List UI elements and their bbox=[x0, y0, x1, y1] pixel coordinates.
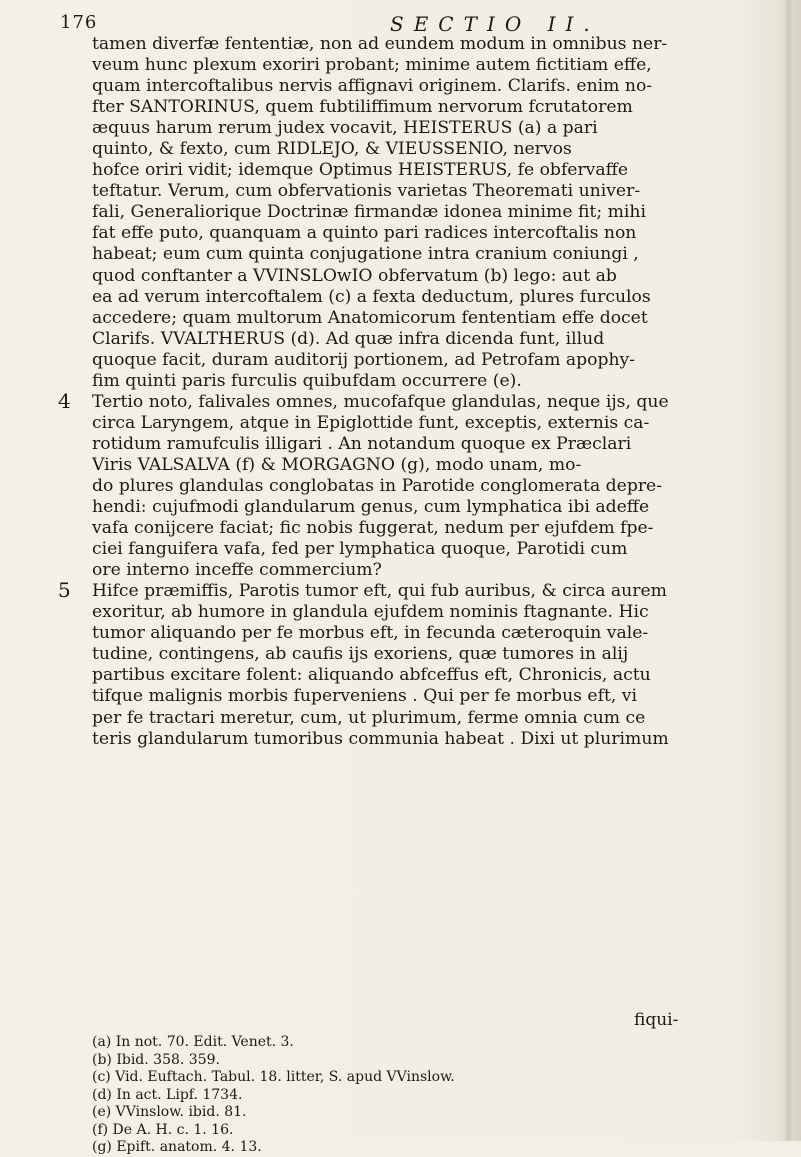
text-line: ciei fanguifera vafa, fed per lymphatica quoque, Parotidi cum bbox=[92, 539, 628, 560]
text-line: teris glandularum tumoribus communia habeat . Dixi ut plurimum bbox=[92, 728, 669, 749]
text-line: quinto, & fexto, cum RIDLEJO, & VIEUSSENIO, nervos bbox=[92, 139, 572, 160]
text-line: Viris VALSALVA (f) & MORGAGNO (g), modo unam, mo- bbox=[92, 454, 582, 475]
text-line: partibus excitare folent: aliquando abfceffus eft, Chronicis, actu bbox=[92, 665, 651, 686]
paragraph-number: 4 bbox=[58, 389, 71, 413]
body-text bbox=[92, 34, 778, 750]
paragraph-number: 5 bbox=[58, 578, 71, 602]
text-line: Clarifs. VVALTHERUS (d). Ad quæ infra dicenda funt, illud bbox=[92, 328, 605, 349]
text-line: hofce oriri vidit; idemque Optimus HEISTERUS, fe obfervaffe bbox=[92, 160, 629, 181]
footnote: (b) Ibid. 358. 359. bbox=[92, 1051, 220, 1068]
footnote: (e) VVinslow. ibid. 81. bbox=[92, 1104, 247, 1120]
text-line: hendi: cujufmodi glandularum genus, cum lymphatica ibi adeffe bbox=[92, 497, 650, 518]
text-line: vafa conijcere faciat; fic nobis fuggerat, nedum per ejufdem fpe- bbox=[92, 518, 654, 539]
text-line: per fe tractari meretur, cum, ut plurimum, ferme omnia cum ce bbox=[92, 707, 646, 728]
footnote: (f) De A. H. c. 1. 16. bbox=[92, 1121, 234, 1138]
text-line: accedere; quam multorum Anatomicorum fententiam effe docet bbox=[92, 307, 648, 328]
footnote: (a) In not. 70. Edit. Venet. 3. bbox=[92, 1034, 294, 1050]
text-line: habeat; eum cum quinta conjugatione intra cranium coniungi , bbox=[92, 244, 639, 265]
text-line: tudine, contingens, ab caufis ijs exoriens, quæ tumores in alij bbox=[92, 644, 629, 665]
text-line: quam intercoftalibus nervis affignavi originem. Clarifs. enim no- bbox=[92, 76, 653, 97]
text-line: tumor aliquando per fe morbus eft, in fecunda cæteroquin vale- bbox=[92, 623, 649, 644]
text-line: veum hunc plexum exoriri probant; minime autem fictitiam effe, bbox=[92, 55, 652, 76]
text-line: Hifce præmiffis, Parotis tumor eft, qui fub auribus, & circa aurem bbox=[92, 581, 667, 602]
text-line: quoque facit, duram auditorij portionem, ad Petrofam apophy- bbox=[92, 349, 636, 370]
text-line: circa Laryngem, atque in Epiglottide funt, exceptis, externis ca- bbox=[92, 412, 650, 433]
footnote: (c) Vid. Euftach. Tabul. 18. litter, S. apud VVinslow. bbox=[92, 1069, 455, 1085]
text-line: quod conftanter a VVINSLOwIO obfervatum (b) lego: aut ab bbox=[92, 265, 617, 286]
text-line: fim quinti paris furculis quibufdam occurrere (e). bbox=[92, 370, 522, 391]
text-line: fter SANTORINUS, quem fubtiliffimum nervorum fcrutatorem bbox=[92, 97, 633, 118]
catchword: fiqui- bbox=[634, 1010, 679, 1030]
text-line: tifque malignis morbis fuperveniens . Qui per fe morbus eft, vi bbox=[92, 686, 637, 707]
text-line: fat effe puto, quanquam a quinto pari radices intercoftalis non bbox=[92, 223, 637, 244]
text-line: fali, Generaliorique Doctrinæ firmandæ idonea minime fit; mihi bbox=[92, 202, 646, 223]
text-line: tamen diverfæ fententiæ, non ad eundem modum in omnibus ner- bbox=[92, 34, 668, 54]
footnote: (d) In act. Lipf. 1734. bbox=[92, 1086, 243, 1103]
text-line: ea ad verum intercoftalem (c) a fexta deductum, plures furculos bbox=[92, 286, 651, 307]
text-line: do plures glandulas conglobatas in Parotide conglomerata depre- bbox=[92, 475, 663, 496]
page-number: 176 bbox=[60, 12, 98, 33]
text-line: exoritur, ab humore in glandula ejufdem nominis ftagnante. Hic bbox=[92, 602, 649, 623]
text-line: ore interno inceffe commercium? bbox=[92, 560, 382, 581]
text-line: rotidum ramufculis illigari . An notandum quoque ex Præclari bbox=[92, 433, 632, 454]
footnote: (g) Epift. anatom. 4. 13. bbox=[92, 1139, 262, 1155]
footnotes bbox=[92, 1034, 782, 1157]
text-line: teftatur. Verum, cum obfervationis varietas Theoremati univer- bbox=[92, 181, 641, 202]
text-line: æquus harum rerum judex vocavit, HEISTERUS (a) a pari bbox=[92, 118, 598, 139]
page-edge-shadow bbox=[783, 0, 793, 1141]
text-line: Tertio noto, falivales omnes, mucofafque glandulas, neque ijs, que bbox=[92, 391, 669, 412]
running-head: SECTIO II. bbox=[390, 12, 600, 36]
